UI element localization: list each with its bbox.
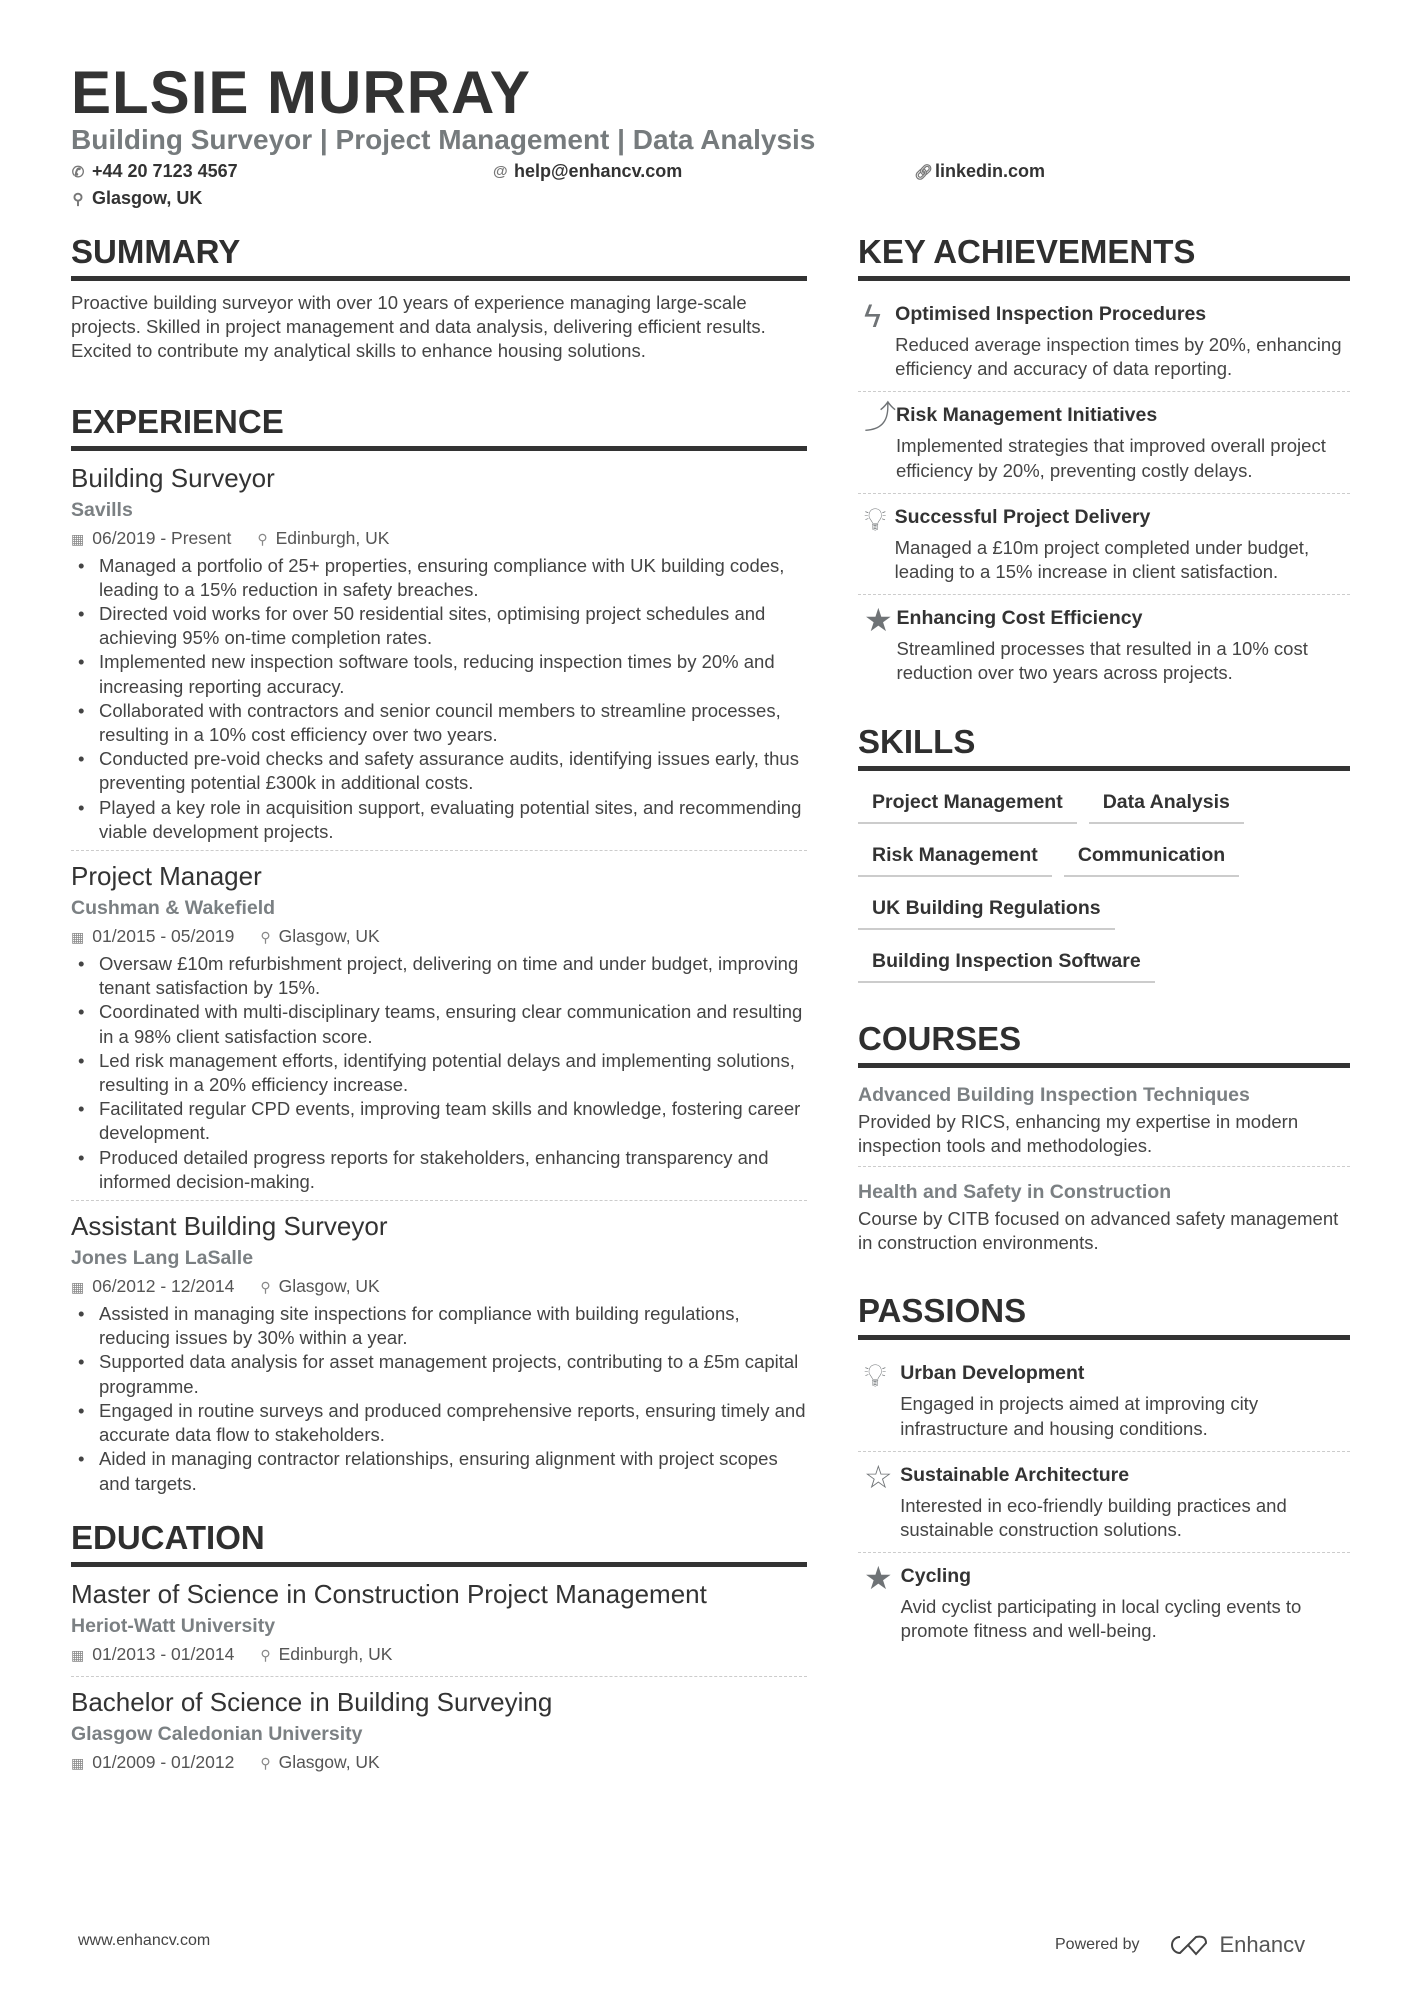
meta-row [71,525,807,552]
bullet-item: • Coordinated with multi-disciplinary teams, ensuring clear communication and resulting in a 98% client satisfaction score. [71,1000,807,1048]
star-icon: ★ [864,1560,893,1597]
phone [71,161,238,182]
location [260,1749,379,1776]
bullet-item: • Collaborated with contractors and senior council members to streamline processes, resulting in a 10% cost efficiency over two years. [71,699,807,747]
date-text: 01/2015 - 05/2019 [92,926,235,947]
date-range [71,525,231,552]
location [260,1641,392,1668]
item-description: Reduced average inspection times by 20%, enhancing efficiency and accuracy of data reporting. [895,334,1342,380]
job-entry [71,859,807,1201]
bullet-item: • Managed a portfolio of 25+ properties, ensuring compliance with UK building codes, leading to a 15% reduction in safety breaches. [71,554,807,602]
item-title: Cycling [900,1565,972,1588]
item-body [895,299,1350,381]
item-title: Sustainable Architecture [900,1463,1130,1486]
location-pin-icon: ⚲ [260,1646,271,1663]
job-entry [71,461,807,851]
school-name: Glasgow Caledonian University [71,1722,363,1745]
section-title: SKILLS [858,722,1350,771]
bullet-item: • Played a key role in acquisition support, evaluating potential sites, and recommending viable development projects. [71,796,807,844]
achievements-item [858,291,1350,392]
enhancv-logo-icon [1166,1933,1210,1957]
date-text: 01/2009 - 01/2012 [92,1751,235,1772]
passions-item [858,1452,1350,1553]
lightning-icon: ϟ [864,298,881,334]
passions-section [858,1291,1350,1653]
bullet-item: • Aided in managing contractor relationships, ensuring alignment with project scopes and targets. [71,1447,807,1495]
company-name: Cushman & Wakefield [71,897,276,920]
item-description: Avid cyclist participating in local cycling events to promote fitness and well-being. [900,1596,1302,1642]
degree: Master of Science in Construction Project Management [71,1578,707,1609]
lightbulb-icon: 💡︎ [864,500,887,537]
location-text: Glasgow, UK [278,1751,380,1772]
bullet-item: • Directed void works for over 50 residential sites, optimising project schedules and achieving 95% on-time completion rates. [71,602,807,650]
location-text: Glasgow, UK [92,188,203,208]
education-entry [71,1685,807,1784]
date-range [71,1273,234,1300]
achievements-section [858,232,1350,696]
item-body [901,1561,1350,1643]
left-column [71,232,807,1792]
calendar-icon: ▦ [71,530,85,547]
course-title: Advanced Building Inspection Techniques [858,1083,1250,1106]
date-text: 01/2013 - 01/2014 [92,1643,235,1664]
phone-icon: ✆ [71,163,85,181]
enhancv-logo [1166,1932,1306,1958]
candidate-name: ELSIE MURRAY [71,59,531,126]
footer-website[interactable]: www.enhancv.com [78,1932,211,1949]
calendar-icon: ▦ [71,1646,85,1663]
headline: Building Surveyor | Project Management | Data Analysis [71,124,816,155]
item-body [900,1358,1350,1440]
location-pin-icon: ⚲ [260,1279,271,1296]
item-title: Urban Development [900,1362,1085,1385]
degree: Bachelor of Science in Building Surveying [71,1686,553,1717]
item-description: Managed a £10m project completed under budget, leading to a 15% increase in client satisfaction. [894,536,1310,583]
passions-item [858,1350,1350,1451]
item-description: Streamlined processes that resulted in a 10% cost reduction over two years across projects. [896,638,1308,684]
section-title: COURSES [858,1019,1350,1068]
skill-tag: Project Management [858,785,1077,824]
bullet-item: • Led risk management efforts, identifying potential delays and implementing solutions, resulting in a 20% efficiency increase. [71,1049,807,1097]
calendar-icon: ▦ [71,929,85,946]
date-range [71,1749,234,1776]
bullet-item: • Implemented new inspection software tools, reducing inspection times by 20% and increasing reporting accuracy. [71,650,807,698]
calendar-icon: ▦ [71,1279,85,1296]
section-title: EXPERIENCE [71,402,807,451]
bullet-item: • Engaged in routine surveys and produced comprehensive reports, ensuring timely and accurate data flow to stakeholders. [71,1399,807,1447]
bullet-item: • Assisted in managing site inspections for compliance with building regulations, reducing issues by 30% within a year. [71,1302,807,1350]
job-entry [71,1209,807,1502]
bullet-item: • Oversaw £10m refurbishment project, delivering on time and under budget, improving tenant satisfaction by 15%. [71,952,807,1000]
location-pin-icon: ⚲ [257,530,268,547]
item-description: Implemented strategies that improved overall project efficiency by 20%, preventing costly delays. [896,435,1326,481]
location [260,1273,379,1300]
item-body [897,603,1350,685]
course-title: Health and Safety in Construction [858,1181,1172,1204]
job-title: Building Surveyor [71,462,275,493]
job-title: Assistant Building Surveyor [71,1211,388,1242]
star-icon: ★ [864,602,893,639]
item-body [895,502,1350,584]
location [257,525,389,552]
section-title: EDUCATION [71,1518,807,1567]
item-body [900,1460,1350,1542]
courses-section [858,1019,1350,1264]
skill-tag: Risk Management [858,838,1052,877]
item-title: Optimised Inspection Procedures [895,303,1207,325]
meta-row [71,1273,807,1300]
skill-tag: UK Building Regulations [858,891,1115,930]
passions-item [858,1553,1350,1653]
date-text: 06/2019 - Present [92,527,232,548]
location-pin-icon: ⚲ [260,929,271,946]
bullet-item: • Facilitated regular CPD events, improving team skills and knowledge, fostering career development. [71,1097,807,1145]
item-title: Enhancing Cost Efficiency [896,607,1143,630]
location-text: Edinburgh, UK [278,1643,393,1664]
bullet-list [71,1302,807,1496]
location-pin-icon: ⚲ [72,190,84,208]
location-text: Edinburgh, UK [275,527,390,548]
bullet-item: • Conducted pre-void checks and safety assurance audits, identifying issues early, thus preventing potential £300k in additional costs. [71,747,807,795]
achievements-item [858,595,1350,695]
link-icon: 🔗︎ [914,163,934,181]
section-title: KEY ACHIEVEMENTS [858,232,1350,281]
location-pin-icon: ⚲ [260,1754,271,1771]
at-icon: @ [493,163,508,180]
email-text[interactable]: help@enhancv.com [514,161,683,181]
education-section [71,1518,807,1784]
achievements-item [858,494,1350,595]
location-text: Glasgow, UK [278,1276,380,1297]
bullet-list [71,554,807,844]
course-entry [858,1078,1350,1167]
date-text: 06/2012 - 12/2014 [92,1276,235,1297]
link-text[interactable]: linkedin.com [935,161,1046,181]
powered-by-text: Powered by [1055,1936,1140,1953]
achievements-item [858,392,1350,493]
course-description: Provided by RICS, enhancing my expertise in modern inspection tools and methodologies. [858,1110,1299,1156]
experience-section [71,402,807,1502]
education-entry [71,1577,807,1677]
item-body [896,400,1350,482]
email[interactable] [493,161,682,182]
location [71,188,202,209]
meta-row [71,1641,807,1668]
star-outline-icon: ☆ [864,1458,893,1495]
item-title: Successful Project Delivery [894,505,1151,528]
summary-section [71,232,807,364]
school-name: Heriot-Watt University [71,1614,276,1637]
location-text: Glasgow, UK [278,926,380,947]
brand-name: Enhancv [1219,1932,1306,1957]
date-range [71,923,234,950]
bullet-list [71,952,807,1194]
section-title: SUMMARY [71,232,807,281]
calendar-icon: ▦ [71,1754,85,1771]
company-name: Jones Lang LaSalle [71,1247,254,1270]
right-column [858,232,1350,1654]
bullet-item: • Produced detailed progress reports for stakeholders, enhancing transparency and informed decision-making. [71,1146,807,1194]
linkedin[interactable] [914,161,1045,182]
skills-section [858,722,1350,983]
meta-row [71,923,807,950]
job-title: Project Manager [71,861,262,892]
item-description: Engaged in projects aimed at improving city infrastructure and housing conditions. [900,1393,1259,1439]
summary-text: Proactive building surveyor with over 10 years of experience managing large-scale projects. Skilled in project management and data analysis, delivering efficient results. Excited to contribute my analytical skills to enhance housing solutions. [71,292,766,362]
item-title: Risk Management Initiatives [896,404,1158,427]
meta-row [71,1749,807,1776]
course-entry [858,1175,1350,1263]
course-description: Course by CITB focused on advanced safety management in construction environments. [858,1208,1339,1254]
location [260,923,379,950]
date-range [71,1641,234,1668]
skill-tag: Building Inspection Software [858,944,1155,983]
strategy-icon: ⤴ [864,399,897,436]
skill-tag: Data Analysis [1089,785,1244,824]
skill-tag: Communication [1064,838,1239,877]
item-description: Interested in eco-friendly building practices and sustainable construction solutions. [900,1494,1287,1541]
footer-branding [1055,1932,1305,1958]
phone-text: +44 20 7123 4567 [92,161,238,181]
bullet-item: • Supported data analysis for asset management projects, contributing to a £5m capital programme. [71,1350,807,1398]
company-name: Savills [71,498,133,521]
section-title: PASSIONS [858,1291,1350,1340]
lightbulb-icon: 💡︎ [864,1357,887,1394]
